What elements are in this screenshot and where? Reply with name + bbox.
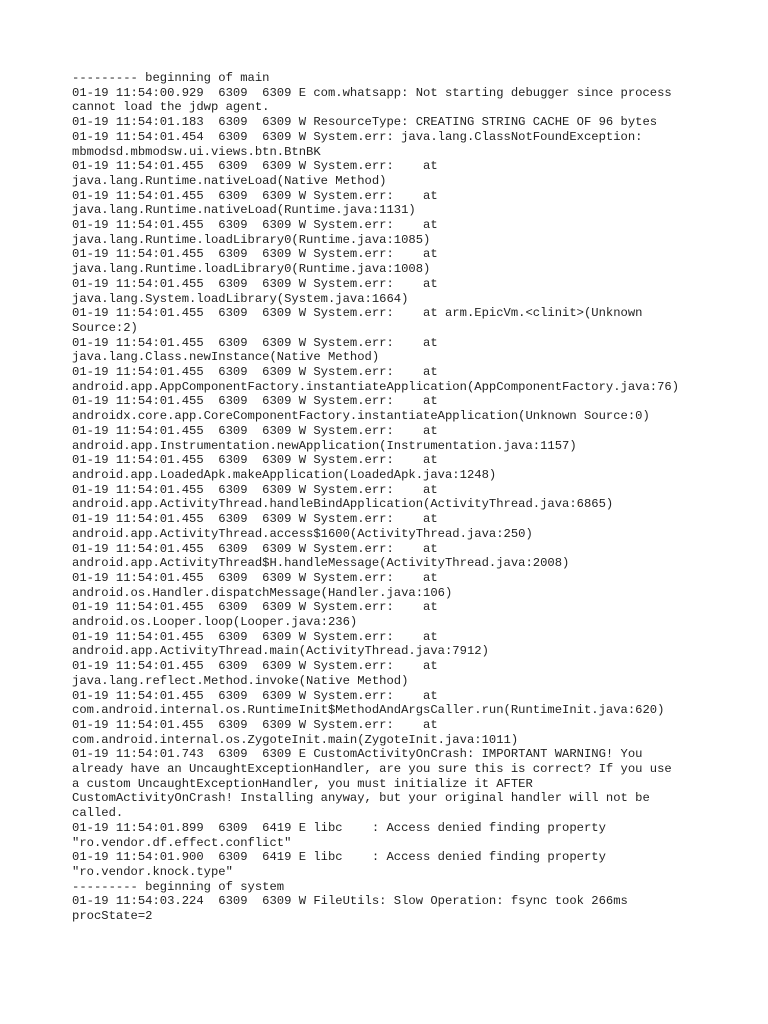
log-line: --------- beginning of system bbox=[72, 879, 285, 894]
log-line: android.app.Instrumentation.newApplication(Instrumentation.java:1157) bbox=[72, 438, 577, 453]
log-line: "ro.vendor.df.effect.conflict" bbox=[72, 835, 292, 850]
log-line: 01-19 11:54:01.183 6309 6309 W ResourceType: CREATING STRING CACHE OF 96 bytes bbox=[72, 115, 658, 130]
log-line: java.lang.System.loadLibrary(System.java:1664) bbox=[72, 291, 409, 306]
log-line: a custom UncaughtExceptionHandler, you must initialize it AFTER bbox=[72, 776, 533, 791]
log-line: 01-19 11:54:01.455 6309 6309 W System.err: at bbox=[72, 218, 438, 233]
log-line: java.lang.Runtime.loadLibrary0(Runtime.java:1085) bbox=[72, 232, 431, 247]
log-line: com.android.internal.os.ZygoteInit.main(ZygoteInit.java:1011) bbox=[72, 732, 519, 747]
log-line: 01-19 11:54:01.455 6309 6309 W System.err: at bbox=[72, 482, 438, 497]
log-line: com.android.internal.os.RuntimeInit$MethodAndArgsCaller.run(RuntimeInit.java:620) bbox=[72, 703, 665, 718]
log-line: 01-19 11:54:01.455 6309 6309 W System.err: at bbox=[72, 394, 438, 409]
log-line: called. bbox=[72, 806, 124, 821]
log-line: java.lang.Runtime.nativeLoad(Native Method) bbox=[72, 173, 387, 188]
log-line: android.app.ActivityThread.main(ActivityThread.java:7912) bbox=[72, 644, 489, 659]
log-line: mbmodsd.mbmodsw.ui.views.btn.BtnBK bbox=[72, 144, 321, 159]
log-line: android.os.Handler.dispatchMessage(Handler.java:106) bbox=[72, 585, 453, 600]
log-line: android.app.AppComponentFactory.instantiateApplication(AppComponentFactory.java:76) bbox=[72, 379, 680, 394]
log-line: android.app.ActivityThread.access$1600(ActivityThread.java:250) bbox=[72, 526, 533, 541]
log-line: 01-19 11:54:01.455 6309 6309 W System.err: at bbox=[72, 335, 438, 350]
log-line: 01-19 11:54:01.455 6309 6309 W System.err: at bbox=[72, 188, 438, 203]
log-line: 01-19 11:54:01.455 6309 6309 W System.err: at bbox=[72, 453, 438, 468]
log-line: 01-19 11:54:01.455 6309 6309 W System.err: at bbox=[72, 365, 438, 380]
log-line: 01-19 11:54:01.455 6309 6309 W System.err: at bbox=[72, 159, 438, 174]
log-line: 01-19 11:54:01.455 6309 6309 W System.err: at bbox=[72, 659, 438, 674]
log-line: Source:2) bbox=[72, 320, 138, 335]
log-line: java.lang.Runtime.nativeLoad(Runtime.java:1131) bbox=[72, 203, 416, 218]
log-line: 01-19 11:54:01.455 6309 6309 W System.err: at bbox=[72, 629, 438, 644]
log-line: 01-19 11:54:01.455 6309 6309 W System.err: at arm.EpicVm.<clinit>(Unknown bbox=[72, 306, 643, 321]
log-line: 01-19 11:54:01.899 6309 6419 E libc : Access denied finding property bbox=[72, 820, 606, 835]
log-line: 01-19 11:54:01.455 6309 6309 W System.err: at bbox=[72, 570, 438, 585]
log-line: --------- beginning of main bbox=[72, 71, 270, 85]
log-line: android.app.LoadedApk.makeApplication(LoadedApk.java:1248) bbox=[72, 467, 497, 482]
log-document bbox=[72, 71, 712, 924]
log-line: already have an UncaughtExceptionHandler, are you sure this is correct? If you use bbox=[72, 762, 672, 777]
log-line: 01-19 11:54:01.900 6309 6419 E libc : Access denied finding property bbox=[72, 850, 606, 865]
log-line: 01-19 11:54:01.455 6309 6309 W System.err: at bbox=[72, 276, 438, 291]
log-line: 01-19 11:54:01.454 6309 6309 W System.err: java.lang.ClassNotFoundException: bbox=[72, 129, 643, 144]
log-line: CustomActivityOnCrash! Installing anyway, but your original handler will not be bbox=[72, 791, 650, 806]
log-line: 01-19 11:54:01.455 6309 6309 W System.err: at bbox=[72, 600, 438, 615]
log-line: android.os.Looper.loop(Looper.java:236) bbox=[72, 615, 358, 630]
log-line: 01-19 11:54:01.455 6309 6309 W System.err: at bbox=[72, 512, 438, 527]
log-line: androidx.core.app.CoreComponentFactory.instantiateApplication(Unknown Source:0) bbox=[72, 409, 650, 424]
log-line: cannot load the jdwp agent. bbox=[72, 100, 270, 115]
log-line: android.app.ActivityThread.handleBindApplication(ActivityThread.java:6865) bbox=[72, 497, 614, 512]
log-line: java.lang.Runtime.loadLibrary0(Runtime.java:1008) bbox=[72, 262, 431, 277]
log-line: "ro.vendor.knock.type" bbox=[72, 864, 233, 879]
log-line: java.lang.Class.newInstance(Native Method) bbox=[72, 350, 380, 365]
log-line: 01-19 11:54:00.929 6309 6309 E com.whatsapp: Not starting debugger since process bbox=[72, 85, 672, 100]
log-line: 01-19 11:54:01.455 6309 6309 W System.err: at bbox=[72, 247, 438, 262]
log-line: 01-19 11:54:01.455 6309 6309 W System.err: at bbox=[72, 688, 438, 703]
log-line: 01-19 11:54:01.455 6309 6309 W System.err: at bbox=[72, 541, 438, 556]
log-line: 01-19 11:54:01.455 6309 6309 W System.err: at bbox=[72, 423, 438, 438]
log-line: procState=2 bbox=[72, 909, 153, 924]
log-line: 01-19 11:54:01.455 6309 6309 W System.err: at bbox=[72, 717, 438, 732]
log-line: java.lang.reflect.Method.invoke(Native Method) bbox=[72, 673, 409, 688]
log-line: 01-19 11:54:01.743 6309 6309 E CustomActivityOnCrash: IMPORTANT WARNING! You bbox=[72, 747, 643, 762]
log-line: 01-19 11:54:03.224 6309 6309 W FileUtils: Slow Operation: fsync took 266ms bbox=[72, 894, 628, 909]
log-text-block bbox=[72, 71, 712, 924]
log-line: android.app.ActivityThread$H.handleMessage(ActivityThread.java:2008) bbox=[72, 556, 570, 571]
